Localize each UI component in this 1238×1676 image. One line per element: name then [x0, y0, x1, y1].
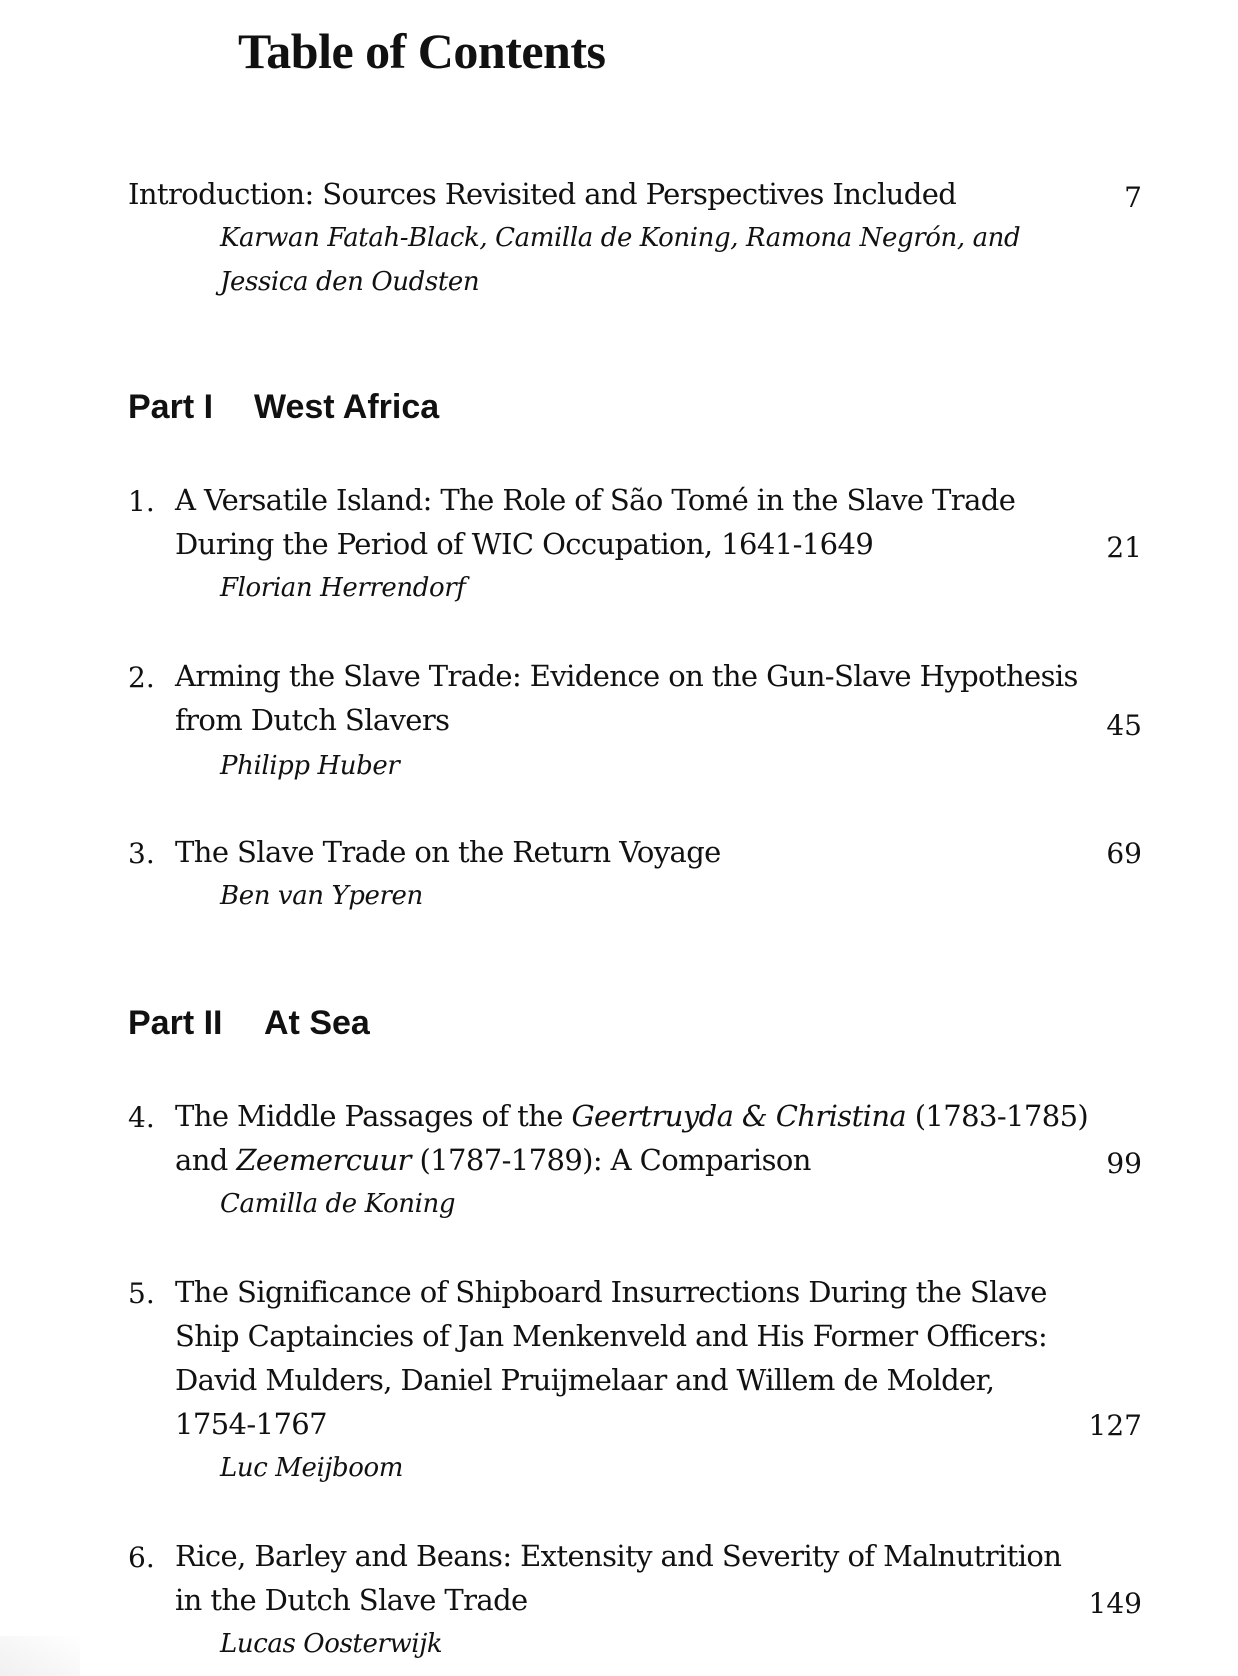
entry-authors: Lucas Oosterwijk [220, 1629, 443, 1659]
page-number: 45 [1106, 709, 1142, 742]
chapter-number: 4. [128, 1101, 155, 1134]
entry-title: and Zeemercuur (1787-1789): A Comparison [175, 1143, 811, 1177]
entry-authors: Ben van Yperen [220, 881, 423, 911]
page-number: 7 [1124, 181, 1142, 214]
page-number: 21 [1106, 531, 1142, 564]
entry-title: The Slave Trade on the Return Voyage [175, 835, 721, 869]
page-number: 99 [1106, 1147, 1142, 1180]
entry-title: David Mulders, Daniel Pruijmelaar and Willem de Molder, [175, 1363, 995, 1397]
entry-title: The Significance of Shipboard Insurrections During the Slave [175, 1275, 1047, 1309]
entry-title: The Middle Passages of the Geertruyda & Christina (1783-1785) [175, 1099, 1089, 1133]
chapter-number: 1. [128, 485, 155, 518]
entry-title: 1754-1767 [175, 1407, 328, 1441]
page-title: Table of Contents [238, 23, 606, 79]
chapter-number: 2. [128, 661, 155, 694]
entry-title: Introduction: Sources Revisited and Perspectives Included [128, 177, 957, 211]
page-corner-shadow [0, 1636, 80, 1676]
entry-title: in the Dutch Slave Trade [175, 1583, 528, 1617]
entry-title: from Dutch Slavers [175, 703, 450, 737]
part-number: Part II [128, 1004, 223, 1042]
part-heading [128, 1004, 370, 1043]
page-number: 149 [1088, 1587, 1142, 1620]
part-name: West Africa [254, 388, 440, 426]
entry-authors: Florian Herrendorf [220, 573, 466, 603]
chapter-number: 6. [128, 1541, 155, 1574]
part-heading [128, 388, 439, 427]
entry-title: Ship Captaincies of Jan Menkenveld and His Former Officers: [175, 1319, 1048, 1353]
entry-authors: Luc Meijboom [220, 1453, 404, 1483]
part-number: Part I [128, 388, 214, 426]
entry-authors: Camilla de Koning [220, 1189, 456, 1219]
page-number: 69 [1106, 837, 1142, 870]
entry-authors: Jessica den Oudsten [220, 267, 480, 297]
entry-authors: Philipp Huber [220, 751, 400, 781]
entry-title: A Versatile Island: The Role of São Tomé in the Slave Trade [175, 483, 1016, 517]
chapter-number: 5. [128, 1277, 155, 1310]
entry-authors: Karwan Fatah-Black, Camilla de Koning, Ramona Negrón, and [220, 223, 1021, 253]
entry-title: During the Period of WIC Occupation, 1641-1649 [175, 527, 874, 561]
entry-title: Rice, Barley and Beans: Extensity and Severity of Malnutrition [175, 1539, 1062, 1573]
part-name: At Sea [264, 1004, 370, 1042]
chapter-number: 3. [128, 837, 155, 870]
entry-title: Arming the Slave Trade: Evidence on the Gun-Slave Hypothesis [175, 659, 1078, 693]
page-number: 127 [1088, 1409, 1142, 1442]
